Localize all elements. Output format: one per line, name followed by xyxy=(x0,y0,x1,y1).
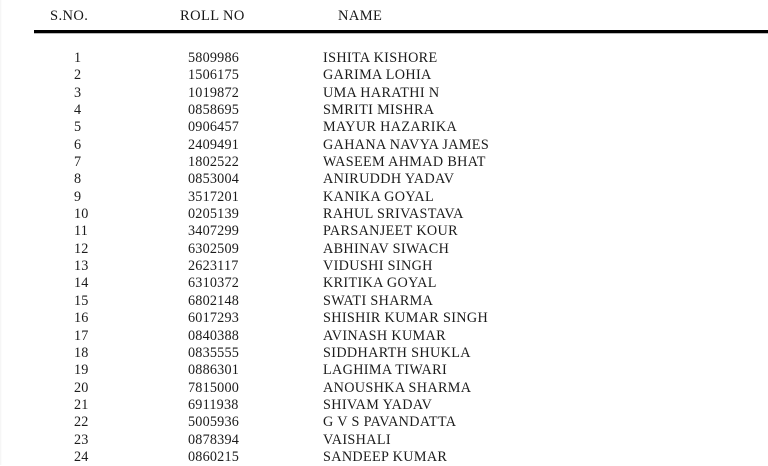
table-row xyxy=(0,258,768,275)
table-row xyxy=(0,223,768,240)
cell-roll-number: 0860215 xyxy=(188,448,240,465)
table-row xyxy=(0,449,768,466)
table-row xyxy=(0,154,768,171)
cell-candidate-name: ANIRUDDH YADAV xyxy=(323,171,455,188)
cell-roll-number: 6802148 xyxy=(188,292,240,309)
cell-roll-number: 5809986 xyxy=(188,50,240,66)
cell-candidate-name: PARSANJEET KOUR xyxy=(323,223,458,240)
table-row xyxy=(0,293,768,310)
cell-roll-number: 2409491 xyxy=(188,136,240,153)
cell-serial-number: 19 xyxy=(74,362,89,379)
cell-candidate-name: KRITIKA GOYAL xyxy=(323,275,437,292)
column-header-name: NAME xyxy=(338,8,383,24)
cell-serial-number: 20 xyxy=(74,379,89,396)
table-row xyxy=(0,85,768,102)
cell-roll-number: 0858695 xyxy=(188,102,240,119)
cell-candidate-name: ISHITA KISHORE xyxy=(323,50,438,66)
column-header-sno: S.NO. xyxy=(50,8,89,24)
cell-roll-number: 1019872 xyxy=(188,84,240,101)
cell-candidate-name: WASEEM AHMAD BHAT xyxy=(323,154,486,171)
cell-candidate-name: SHISHIR KUMAR SINGH xyxy=(323,310,489,327)
cell-serial-number: 13 xyxy=(74,258,89,275)
cell-candidate-name: ABHINAV SIWACH xyxy=(323,240,450,257)
cell-roll-number: 5005936 xyxy=(188,414,240,431)
cell-roll-number: 6017293 xyxy=(188,310,240,327)
cell-serial-number: 22 xyxy=(74,414,89,431)
cell-candidate-name: VIDUSHI SINGH xyxy=(323,258,433,275)
cell-serial-number: 21 xyxy=(74,396,89,413)
cell-roll-number: 0906457 xyxy=(188,119,240,136)
cell-roll-number: 1802522 xyxy=(188,154,240,171)
table-row xyxy=(0,102,768,119)
cell-serial-number: 17 xyxy=(74,327,89,344)
table-row xyxy=(0,241,768,258)
cell-serial-number: 4 xyxy=(74,102,82,119)
cell-roll-number: 6310372 xyxy=(188,275,240,292)
cell-candidate-name: GARIMA LOHIA xyxy=(323,67,432,84)
table-row xyxy=(0,310,768,327)
cell-serial-number: 12 xyxy=(74,240,89,257)
cell-candidate-name: SANDEEP KUMAR xyxy=(323,448,448,465)
cell-serial-number: 11 xyxy=(74,223,89,240)
header-divider-shadow xyxy=(34,33,768,34)
cell-candidate-name: KANIKA GOYAL xyxy=(323,188,434,205)
cell-candidate-name: MAYUR HAZARIKA xyxy=(323,119,458,136)
table-row xyxy=(0,275,768,292)
cell-serial-number: 24 xyxy=(74,448,89,465)
table-header-row xyxy=(0,8,768,30)
cell-candidate-name: ANOUSHKA SHARMA xyxy=(323,379,472,396)
column-header-roll: ROLL NO xyxy=(180,8,245,24)
cell-serial-number: 1 xyxy=(74,50,82,66)
cell-candidate-name: GAHANA NAVYA JAMES xyxy=(323,136,490,153)
cell-roll-number: 0886301 xyxy=(188,362,240,379)
cell-candidate-name: UMA HARATHI N xyxy=(323,84,440,101)
cell-serial-number: 9 xyxy=(74,188,82,205)
cell-serial-number: 18 xyxy=(74,344,89,361)
cell-roll-number: 0835555 xyxy=(188,344,240,361)
table-row xyxy=(0,362,768,379)
cell-roll-number: 3517201 xyxy=(188,188,240,205)
cell-candidate-name: SIDDHARTH SHUKLA xyxy=(323,344,471,361)
table-row xyxy=(0,137,768,154)
table-row xyxy=(0,119,768,136)
table-row xyxy=(0,189,768,206)
cell-roll-number: 1506175 xyxy=(188,67,240,84)
cell-serial-number: 15 xyxy=(74,292,89,309)
table-row xyxy=(0,345,768,362)
cell-roll-number: 0205139 xyxy=(188,206,240,223)
cell-serial-number: 2 xyxy=(74,67,82,84)
cell-candidate-name: RAHUL SRIVASTAVA xyxy=(323,206,464,223)
cell-roll-number: 6911938 xyxy=(188,396,239,413)
cell-roll-number: 0878394 xyxy=(188,431,240,448)
table-row xyxy=(0,206,768,223)
table-row xyxy=(0,432,768,449)
cell-candidate-name: AVINASH KUMAR xyxy=(323,327,446,344)
cell-serial-number: 7 xyxy=(74,154,82,171)
cell-serial-number: 10 xyxy=(74,206,89,223)
cell-candidate-name: VAISHALI xyxy=(323,431,391,448)
cell-candidate-name: SWATI SHARMA xyxy=(323,292,434,309)
table-body xyxy=(0,50,768,466)
cell-serial-number: 14 xyxy=(74,275,89,292)
cell-serial-number: 5 xyxy=(74,119,82,136)
table-row xyxy=(0,380,768,397)
cell-roll-number: 0853004 xyxy=(188,171,240,188)
table-row xyxy=(0,67,768,84)
cell-candidate-name: LAGHIMA TIWARI xyxy=(323,362,448,379)
table-row xyxy=(0,397,768,414)
cell-serial-number: 3 xyxy=(74,84,82,101)
table-row xyxy=(0,328,768,345)
cell-candidate-name: G V S PAVANDATTA xyxy=(323,414,457,431)
cell-serial-number: 8 xyxy=(74,171,82,188)
cell-roll-number: 6302509 xyxy=(188,240,240,257)
cell-roll-number: 0840388 xyxy=(188,327,240,344)
table-row xyxy=(0,50,768,67)
cell-serial-number: 23 xyxy=(74,431,89,448)
cell-roll-number: 7815000 xyxy=(188,379,240,396)
cell-serial-number: 6 xyxy=(74,136,82,153)
cell-roll-number: 3407299 xyxy=(188,223,240,240)
cell-serial-number: 16 xyxy=(74,310,89,327)
cell-candidate-name: SHIVAM YADAV xyxy=(323,396,433,413)
table-row xyxy=(0,171,768,188)
cell-roll-number: 2623117 xyxy=(188,258,239,275)
table-row xyxy=(0,414,768,431)
cell-candidate-name: SMRITI MISHRA xyxy=(323,102,435,119)
